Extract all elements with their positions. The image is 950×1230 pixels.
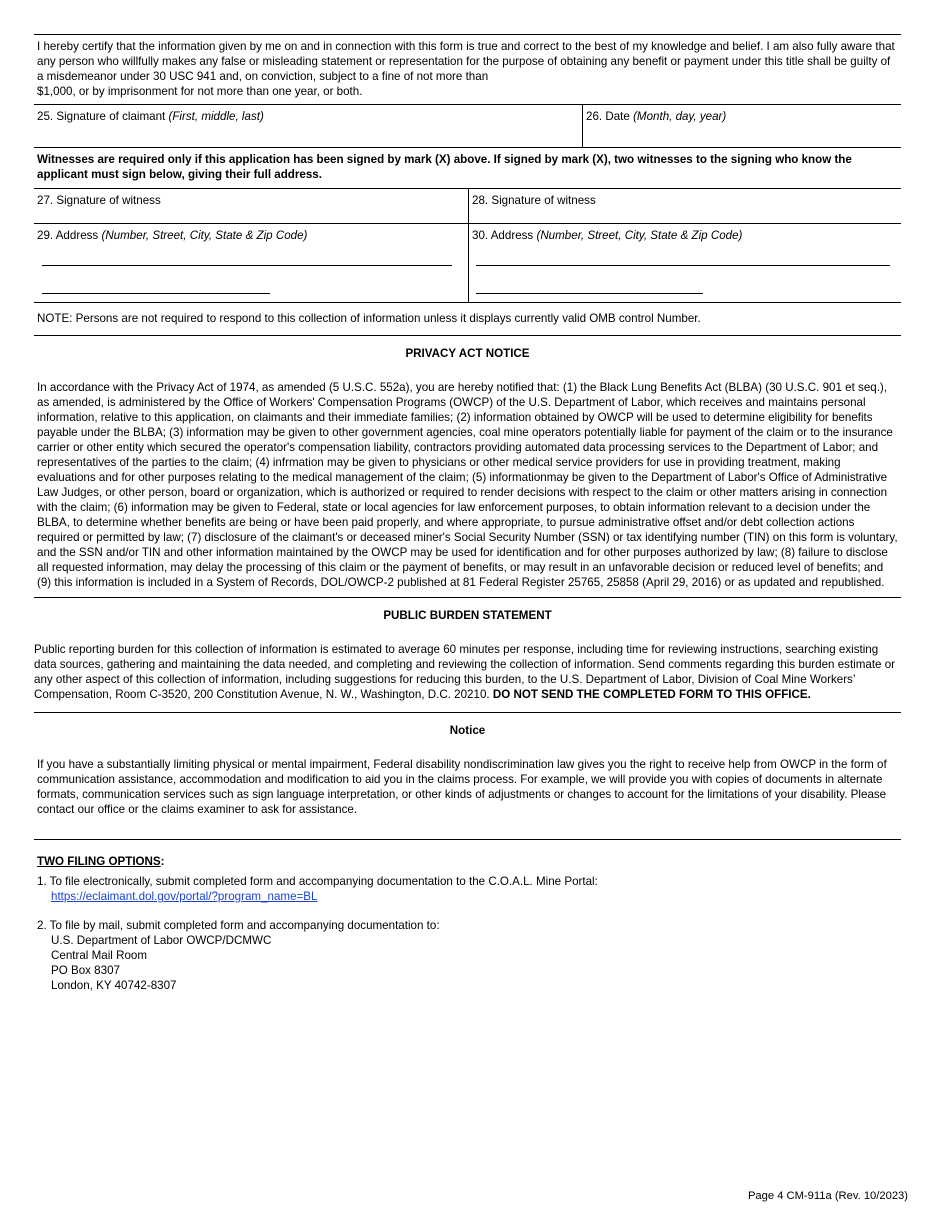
privacy-body: In accordance with the Privacy Act of 1974, as amended (5 U.S.C. 552a), you are hereby notified that: (1) the Black Lung Benefits Act (BLBA) (30 U.S.C. 901 et seq.), as amended, is administered by the Office of Workers' Compensation Programs (OWCP) of the U.S. Department of Labor, which receives and maintains personal information, relative to this application, on claimants and their immediate families; (2) information obtained by OWCP will be used to determine eligibility for benefits payable under the BLBA; (3) information may be given to other government agencies, coal mine operators potentially liable for payment of the claim or to the insurance carrier or other entity which secured the operator's compensation liability, contractors providing automated data processing services to the Department of Labor; and representatives of the parties to the claim; (4) infrmation may be given to physicians or other medical service providers for use in providing treatment, making evaluations and for other purposes relating to the medical management of the claim; (5) informationmay be given to the Department of Labor's Office of Administrative Law Judges, or other person, board or organization, which is authorized or required to render decisions with respect to the claim or other matters arising in connection with the claim; (6) information may be given to Federal, state or local agencies for law enforcement purposes, to obtain information relevant to a decision under the BLBA, to determine whether benefits are being or have been paid properly, and where appropriate, to pursue administrative offset and/or debt collection actions required or permitted by law; (7) disclosure of the claimant's or deceased miner's Social Security Number (SSN) or tax identifying number (TIN) on this form is voluntary, and the SSN and/or TIN and other information maintained by the OWCP may be used for identification and for other purposes authorized by law; (8) failure to disclose all requested information, may delay the processing of this claim or the payment of benefits, or may result in an unfavorable decision or reduced level of benefits; and (9) this information is included in a System of Records, DOL/OWCP-2 published at 81 Federal Register 25765, 25858 (April 29, 2016) or as updated and republished. [37,381,898,589]
filing-title-colon: : [160,855,165,868]
witness-note: Witnesses are required only if this application has been signed by mark (X) above. If signed by mark (X), two witnesses to the signing who know the applicant must sign below, giving their full address. [34,147,901,188]
certification-block [34,34,901,104]
notice-section [34,712,901,839]
burden-warning: DO NOT SEND THE COMPLETED FORM TO THIS OFFICE. [492,688,811,701]
filing-title [37,854,898,869]
address-line [42,265,452,266]
burden-section [34,597,901,712]
portal-link-row [37,889,898,904]
privacy-title: PRIVACY ACT NOTICE [405,347,530,360]
mailing-address [37,933,898,993]
certification-text: I hereby certify that the information given by me on and in connection with this form is true and correct to the best of my knowledge and belief. I am also fully aware that any person who willfully makes any false or misleading statement or representation for the purpose of obtaining any benefit or payment under this title shall be guilty of a misdemeanor under 30 USC 941 and, on conviction, subject to a fine of not more than [37,40,895,83]
claimant-signature-field[interactable] [34,105,582,147]
page-footer: Page 4 CM-911a (Rev. 10/2023) [747,1190,908,1202]
filing-option-1: 1. To file electronically, submit completed form and accompanying documentation to the C.O.A.L. Mine Portal: [37,875,598,888]
date-field[interactable] [582,105,901,147]
address-line-1: U.S. Department of Labor OWCP/DCMWC [51,934,272,947]
address-line-2: Central Mail Room [51,949,147,962]
witness-signature-row [34,188,901,223]
field-25-hint: (First, middle, last) [168,110,264,123]
address-line-3: PO Box 8307 [51,964,120,977]
address-line [476,265,890,266]
burden-text: Public reporting burden for this collection of information is estimated to average 60 minutes per response, including time for reviewing instructions, searching existing data sources, gathering and maintaining the data needed, and completing and reviewing the collection of information. Send comments regarding this burden estimate or any other aspect of this collection of information, including suggestions for reducing this burden, to the U.S. Department of Labor, Division of Coal Mine Workers’ Compensation, Room C-3520, 200 Constitution Avenue, N. W., Washington, D.C. 20210. [34,643,896,701]
address-line-4: London, KY 40742-8307 [51,979,177,992]
witness-1-signature-field[interactable] [34,189,468,223]
witness-2-signature-field[interactable] [468,189,901,223]
witness-2-address-field[interactable] [468,224,901,302]
field-30-hint: (Number, Street, City, State & Zip Code) [536,229,743,242]
notice-title: Notice [449,724,486,737]
burden-body [34,642,901,702]
claimant-signature-row [34,104,901,147]
field-30-label: 30. Address [472,229,537,242]
field-29-label: 29. Address [37,229,102,242]
witness-address-row [34,223,901,302]
field-27-label: 27. Signature of witness [37,194,161,207]
field-26-hint: (Month, day, year) [633,110,727,123]
field-29-hint: (Number, Street, City, State & Zip Code) [101,229,308,242]
burden-title: PUBLIC BURDEN STATEMENT [383,609,552,622]
omb-note: NOTE: Persons are not required to respond to this collection of information unless it displays currently valid OMB control Number. [34,302,901,335]
field-28-label: 28. Signature of witness [472,194,596,207]
filing-option-2: 2. To file by mail, submit completed form and accompanying documentation to: [37,919,440,932]
filing-title-text: TWO FILING OPTIONS [37,855,161,868]
field-25-label: 25. Signature of claimant [37,110,169,123]
witness-1-address-field[interactable] [34,224,468,302]
notice-body: If you have a substantially limiting physical or mental impairment, Federal disability nondiscrimination law gives you the right to receive help from OWCP in the form of communication assistance, accommodation and modification to aid you in the claims process. For example, we will provide you with copies of documents in alternate formats, communication services such as sign language interpretation, or other kinds of adjustments or changes to account for the limitations of your disability. Please contact our office or the claims examiner to ask for assistance. [37,758,887,816]
address-line [476,293,703,294]
privacy-section [34,335,901,597]
address-line [42,293,270,294]
form-page [34,34,901,993]
portal-link[interactable]: https://eclaimant.dol.gov/portal/?program_name=BL [51,890,318,903]
filing-section [34,839,901,993]
field-26-label: 26. Date [586,110,634,123]
certification-text-end: $1,000, or by imprisonment for not more than one year, or both. [37,85,363,98]
